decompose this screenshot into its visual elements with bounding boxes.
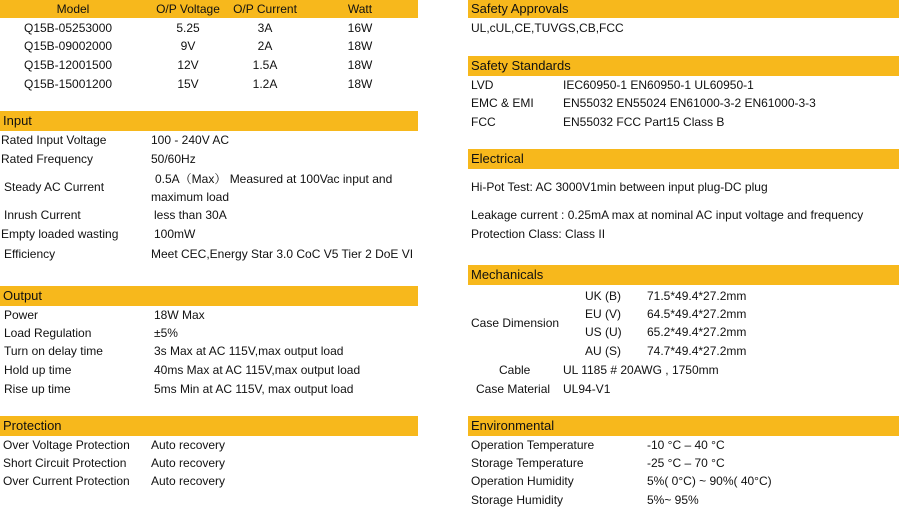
region-label: US (U) bbox=[585, 325, 622, 339]
spec-label: EMC & EMI bbox=[471, 96, 534, 110]
spec-label: Empty loaded wasting bbox=[1, 227, 119, 241]
spec-label: LVD bbox=[471, 78, 494, 92]
section-title: Protection bbox=[3, 418, 62, 433]
spec-label: Power bbox=[4, 308, 39, 322]
model-cell: Q15B-15001200 bbox=[24, 77, 113, 91]
spec-value: Meet CEC,Energy Star 3.0 CoC V5 Tier 2 DoE VI bbox=[151, 247, 414, 261]
safety-approvals-section-header bbox=[468, 0, 899, 18]
current-cell: 1.2A bbox=[252, 77, 278, 91]
leakage-text: Leakage current : 0.25mA max at nominal AC input voltage and frequency bbox=[471, 208, 864, 222]
spec-value: 5%( 0°C) ~ 90%( 40°C) bbox=[647, 474, 772, 488]
protection-class-text: Protection Class: Class II bbox=[471, 227, 606, 241]
protection-section-header bbox=[0, 416, 418, 436]
current-cell: 3A bbox=[257, 21, 273, 35]
spec-value: 3s Max at AC 115V,max output load bbox=[154, 344, 344, 358]
spec-value: ±5% bbox=[154, 326, 178, 340]
output-section-header bbox=[0, 286, 418, 306]
spec-label: Hold up time bbox=[4, 363, 72, 377]
spec-value: Auto recovery bbox=[151, 456, 226, 470]
spec-label: Rise up time bbox=[4, 382, 71, 396]
section-title: Input bbox=[3, 113, 32, 128]
region-label: UK (B) bbox=[585, 289, 621, 303]
watt-cell: 18W bbox=[347, 77, 373, 91]
spec-label: Rated Frequency bbox=[1, 152, 94, 166]
model-cell: Q15B-05253000 bbox=[24, 21, 113, 35]
voltage-cell: 15V bbox=[177, 77, 199, 91]
spec-value: 18W Max bbox=[154, 308, 205, 322]
spec-label: Efficiency bbox=[4, 247, 56, 261]
model-cell: Q15B-12001500 bbox=[24, 58, 113, 72]
region-label: AU (S) bbox=[585, 344, 621, 358]
dimension-value: 74.7*49.4*27.2mm bbox=[647, 344, 747, 358]
spec-value: EN55032 FCC Part15 Class B bbox=[563, 115, 725, 129]
cable-value: UL 1185 # 20AWG , 1750mm bbox=[563, 363, 719, 377]
spec-label: Over Current Protection bbox=[3, 474, 130, 488]
safety-standards-section-header bbox=[468, 56, 899, 76]
section-title: Mechanicals bbox=[471, 267, 544, 282]
spec-label: Storage Temperature bbox=[471, 456, 584, 470]
spec-label: Turn on delay time bbox=[4, 344, 103, 358]
environmental-section-header bbox=[468, 416, 899, 436]
voltage-cell: 12V bbox=[177, 58, 199, 72]
electrical-section-header bbox=[468, 149, 899, 169]
spec-label: Inrush Current bbox=[4, 208, 81, 222]
spec-label: Rated Input Voltage bbox=[1, 133, 107, 147]
mechanicals-section-header bbox=[468, 265, 899, 285]
spec-value: less than 30A bbox=[154, 208, 227, 222]
approvals-text: UL,cUL,CE,TUVGS,CB,FCC bbox=[471, 21, 624, 35]
watt-cell: 18W bbox=[347, 58, 373, 72]
spec-value: 100mW bbox=[154, 227, 196, 241]
cable-label: Cable bbox=[499, 363, 531, 377]
dimension-value: 71.5*49.4*27.2mm bbox=[647, 289, 747, 303]
spec-value: EN55032 EN55024 EN61000-3-2 EN61000-3-3 bbox=[563, 96, 816, 110]
current-cell: 1.5A bbox=[252, 58, 278, 72]
spec-value-continued: maximum load bbox=[151, 190, 230, 204]
section-title: Safety Approvals bbox=[471, 1, 569, 16]
case-dimension-label: Case Dimension bbox=[471, 316, 560, 330]
spec-label: Operation Humidity bbox=[471, 474, 574, 488]
voltage-cell: 5.25 bbox=[176, 21, 200, 35]
section-title: Electrical bbox=[471, 151, 524, 166]
spec-value: Auto recovery bbox=[151, 474, 226, 488]
spec-value: -25 °C – 70 °C bbox=[647, 456, 725, 470]
case-material-label: Case Material bbox=[476, 382, 551, 396]
spec-value: IEC60950-1 EN60950-1 UL60950-1 bbox=[563, 78, 754, 92]
watt-cell: 18W bbox=[347, 39, 373, 53]
voltage-header: O/P Voltage bbox=[156, 2, 220, 16]
section-title: Safety Standards bbox=[471, 58, 571, 73]
spec-label: Short Circuit Protection bbox=[3, 456, 127, 470]
spec-label: Over Voltage Protection bbox=[3, 438, 130, 452]
watt-cell: 16W bbox=[347, 21, 373, 35]
model-header: Model bbox=[56, 2, 90, 16]
spec-value: 40ms Max at AC 115V,max output load bbox=[154, 363, 361, 377]
watt-header: Watt bbox=[347, 2, 373, 16]
section-title: Output bbox=[3, 288, 43, 303]
region-label: EU (V) bbox=[585, 307, 621, 321]
spec-label: Operation Temperature bbox=[471, 438, 595, 452]
model-cell: Q15B-09002000 bbox=[24, 39, 113, 53]
spec-value: 5%~ 95% bbox=[647, 493, 699, 507]
case-material-value: UL94-V1 bbox=[563, 382, 611, 396]
spec-value: 0.5A（Max） Measured at 100Vac input and bbox=[155, 172, 393, 186]
dimension-value: 65.2*49.4*27.2mm bbox=[647, 325, 747, 339]
voltage-cell: 9V bbox=[180, 39, 196, 53]
spec-value: 5ms Min at AC 115V, max output load bbox=[154, 382, 354, 396]
hipot-text: Hi-Pot Test: AC 3000V1min between input plug-DC plug bbox=[471, 180, 768, 194]
input-section-header bbox=[0, 111, 418, 131]
current-cell: 2A bbox=[257, 39, 273, 53]
dimension-value: 64.5*49.4*27.2mm bbox=[647, 307, 747, 321]
spec-label: Load Regulation bbox=[4, 326, 92, 340]
spec-value: 100 - 240V AC bbox=[151, 133, 230, 147]
spec-label: Storage Humidity bbox=[471, 493, 564, 507]
spec-label: FCC bbox=[471, 115, 496, 129]
spec-label: Steady AC Current bbox=[4, 180, 105, 194]
section-title: Environmental bbox=[471, 418, 555, 433]
spec-value: Auto recovery bbox=[151, 438, 226, 452]
current-header: O/P Current bbox=[233, 2, 297, 16]
spec-value: 50/60Hz bbox=[151, 152, 196, 166]
spec-value: -10 °C – 40 °C bbox=[647, 438, 725, 452]
